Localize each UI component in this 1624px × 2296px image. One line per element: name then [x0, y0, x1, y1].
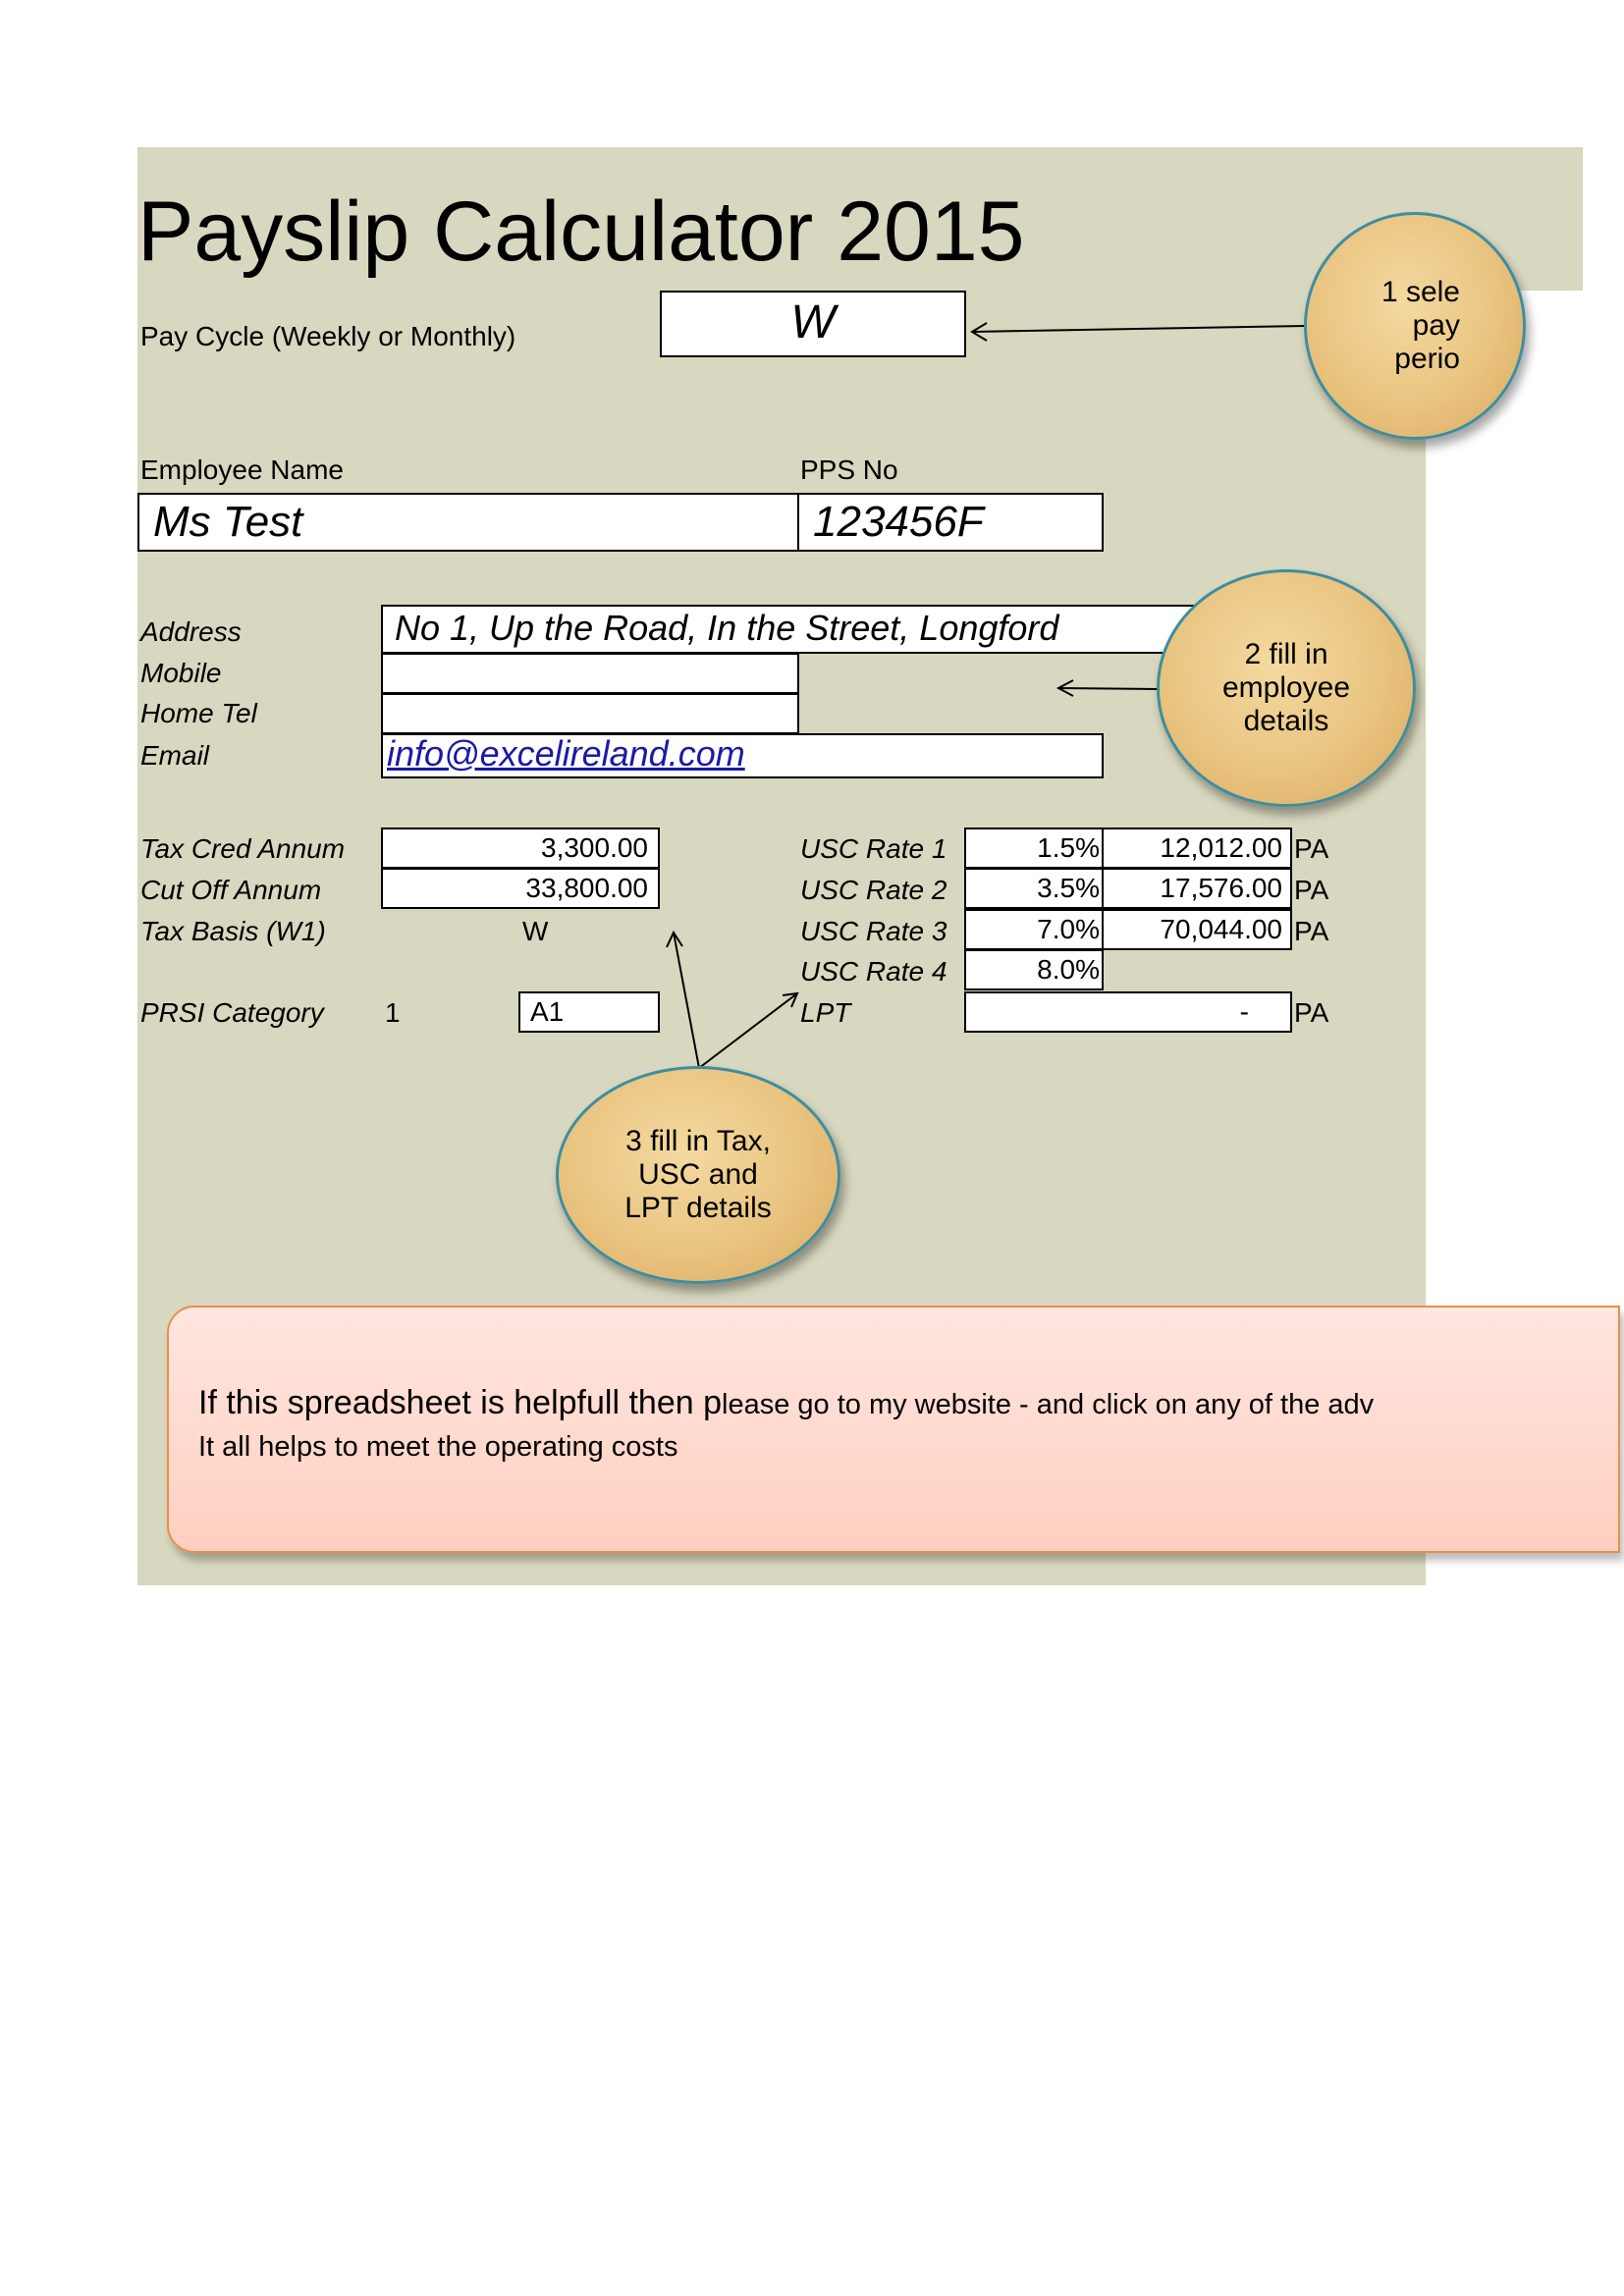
callout-step-1 [1304, 212, 1526, 440]
employee-name-input[interactable]: Ms Test [137, 493, 799, 552]
callout-step-2 [1157, 569, 1416, 807]
pay-cycle-input[interactable]: W [660, 291, 966, 357]
employee-name-label: Employee Name [140, 454, 344, 485]
callout-step-2-line1: 2 fill in [1244, 638, 1328, 670]
usc-band-1-unit: PA [1294, 833, 1329, 864]
home-tel-label: Home Tel [140, 698, 257, 728]
usc-rate-2-label: USC Rate 2 [800, 875, 947, 905]
mobile-label: Mobile [140, 658, 222, 688]
usc-band-2-unit: PA [1294, 875, 1329, 905]
usc-rate-4-label: USC Rate 4 [800, 956, 947, 987]
lpt-input[interactable]: - [964, 991, 1292, 1033]
usc-rate-1-input[interactable]: 1.5% [964, 828, 1104, 869]
prsi-label: PRSI Category [140, 997, 324, 1028]
usc-band-1-input[interactable]: 12,012.00 [1102, 828, 1292, 869]
lpt-unit: PA [1294, 997, 1329, 1028]
support-banner [167, 1306, 1620, 1553]
callout-step-3 [556, 1066, 840, 1284]
pps-input[interactable]: 123456F [797, 493, 1104, 552]
arrow-to-employee [1058, 688, 1159, 689]
usc-band-2-input[interactable]: 17,576.00 [1102, 868, 1292, 909]
pay-cycle-label: Pay Cycle (Weekly or Monthly) [140, 321, 516, 351]
lpt-label: LPT [800, 997, 851, 1028]
tax-cred-input[interactable]: 3,300.00 [381, 828, 660, 869]
cut-off-label: Cut Off Annum [140, 875, 322, 905]
page-title: Payslip Calculator 2015 [137, 185, 1025, 279]
usc-band-3-unit: PA [1294, 916, 1329, 946]
cut-off-input[interactable]: 33,800.00 [381, 868, 660, 909]
prsi-category-input[interactable]: A1 [518, 991, 660, 1033]
callout-step-3-line3: LPT details [624, 1192, 772, 1224]
prsi-number: 1 [385, 997, 401, 1028]
usc-band-3-input[interactable]: 70,044.00 [1102, 909, 1292, 950]
callout-step-1-line2: pay [1412, 309, 1460, 342]
usc-rate-3-label: USC Rate 3 [800, 916, 947, 946]
address-label: Address [140, 616, 242, 647]
callout-step-3-line2: USC and [638, 1158, 758, 1191]
banner-line-1-small: lease go to my website - and click on any of the adv [722, 1389, 1375, 1420]
pps-label: PPS No [800, 454, 898, 485]
email-link[interactable]: info@excelireland.com [381, 733, 1104, 778]
callout-step-3-line1: 3 fill in Tax, [625, 1125, 771, 1157]
address-input[interactable]: No 1, Up the Road, In the Street, Longford [381, 605, 1206, 654]
email-label: Email [140, 740, 210, 771]
arrow-to-pay-cycle [972, 326, 1306, 332]
usc-rate-4-input[interactable]: 8.0% [964, 949, 1104, 990]
tax-cred-label: Tax Cred Annum [140, 833, 346, 864]
callout-step-1-line3: perio [1394, 343, 1460, 375]
tax-basis-label: Tax Basis (W1) [140, 916, 326, 946]
arrow-to-tax [674, 933, 699, 1068]
tax-basis-value: W [522, 916, 549, 946]
banner-line-1 [198, 1384, 1455, 1422]
usc-rate-3-input[interactable]: 7.0% [964, 909, 1104, 950]
callout-step-1-line1: 1 sele [1380, 276, 1460, 308]
banner-line-2: It all helps to meet the operating costs [198, 1431, 678, 1463]
arrow-to-lpt [699, 993, 797, 1068]
banner-line-1-large: If this spreadsheet is helpfull then p [198, 1384, 722, 1421]
callout-step-2-line2: employee [1221, 671, 1351, 704]
callout-step-2-line3: details [1243, 705, 1329, 737]
usc-rate-1-label: USC Rate 1 [800, 833, 947, 864]
usc-rate-2-input[interactable]: 3.5% [964, 868, 1104, 909]
